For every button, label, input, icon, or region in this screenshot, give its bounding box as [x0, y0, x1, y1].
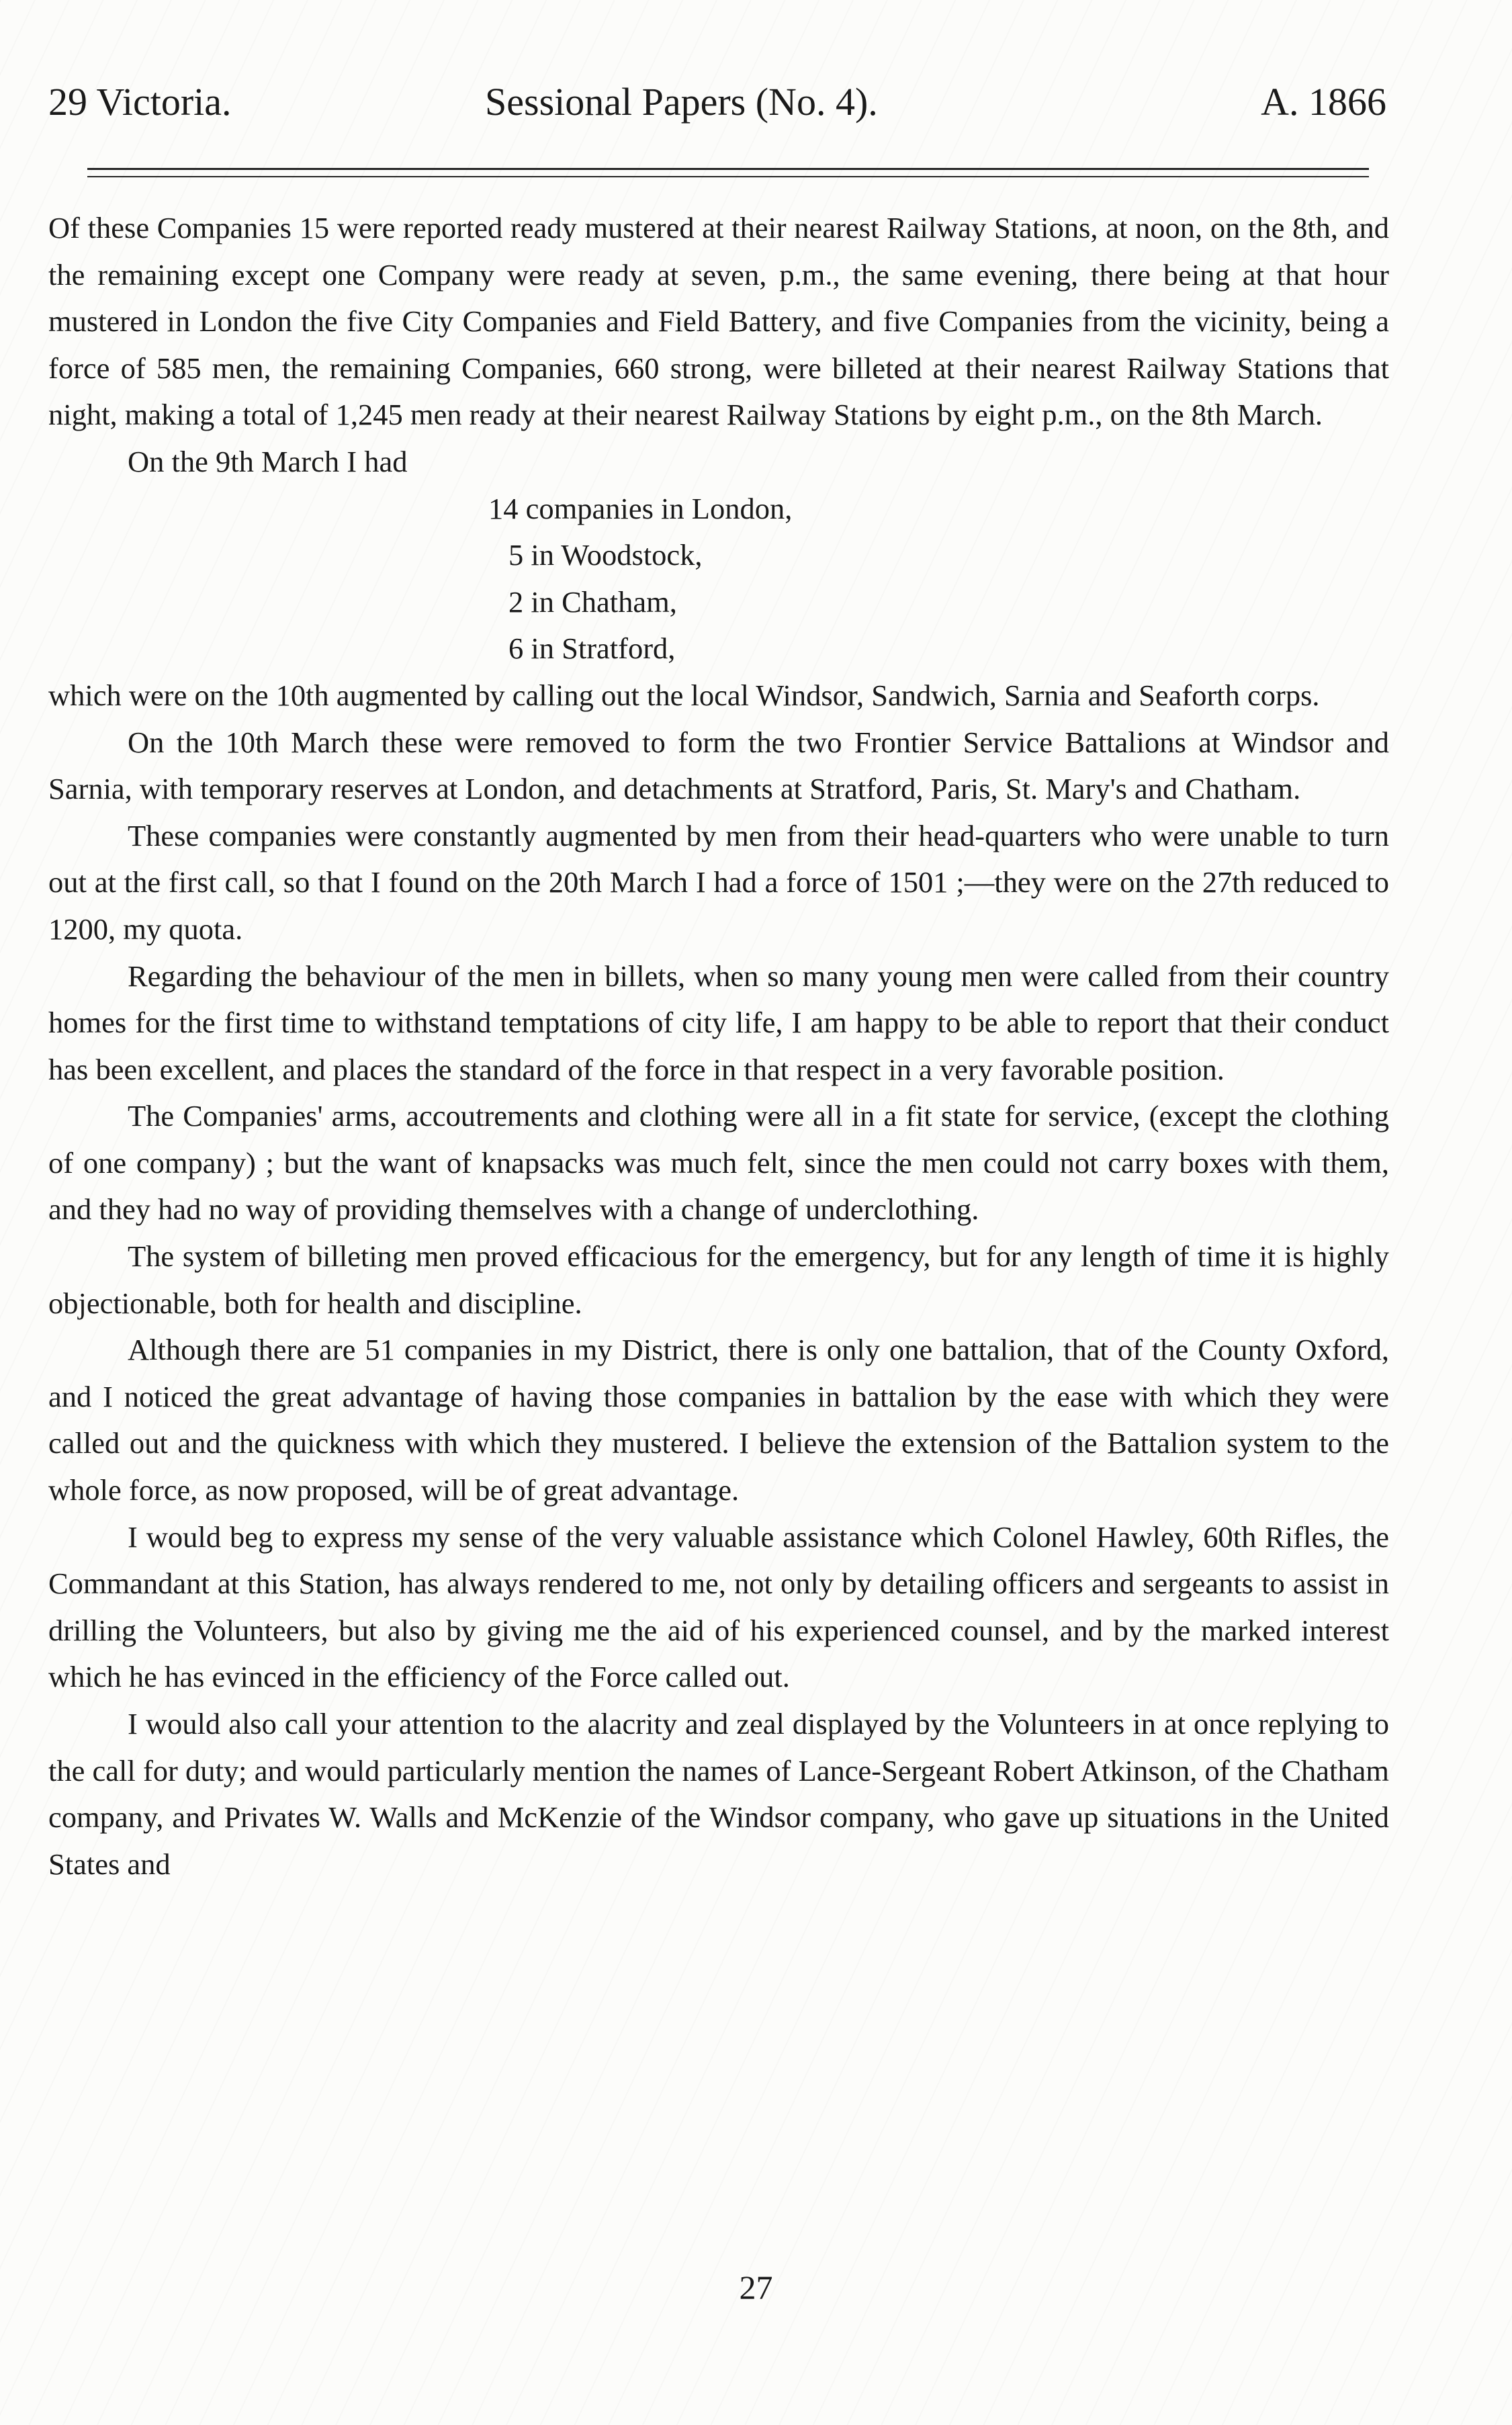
- list-item: 14 companies in London,: [488, 491, 793, 525]
- list-item: 6 in Stratford,: [508, 631, 676, 666]
- paragraph: which were on the 10th augmented by calling out the local Windsor, Sandwich, Sarnia and Seaforth corps.: [48, 678, 1320, 712]
- paragraph: Of these Companies 15 were reported ready mustered at their nearest Railway Stations, at noon, on the 8th, and the remaining except one Company were ready at seven, p.m., the same evening, there being at that hour mustered in London the five City Companies and Field Battery, and five Companies from the vicinity, being a force of 585 men, the remaining Companies, 660 strong, were billeted at their nearest Railway Stations that night, making a total of 1,245 men ready at their nearest Railway Stations by eight p.m., on the 8th March.: [48, 211, 1389, 432]
- header-rule-bottom: [87, 176, 1369, 177]
- paragraph: The system of billeting men proved efficacious for the emergency, but for any length of time it is highly objectionable, both for health and discipline.: [48, 1239, 1389, 1320]
- list-item: 2 in Chatham,: [508, 584, 677, 619]
- paragraph: I would beg to express my sense of the very valuable assistance which Colonel Hawley, 60th Rifles, the Commandant at this Station, has always rendered to me, not only by detailing officers and sergeants to assist in drilling the Volunteers, but also by giving me the aid of his experienced counsel, and by the marked interest which he has evinced in the efficiency of the Force called out.: [48, 1519, 1389, 1694]
- paragraph: The Companies' arms, accoutrements and clothing were all in a fit state for service, (except the clothing of one company) ; but the want of knapsacks was much felt, since the men could not carry boxes with them, and they had no way of providing themselves with a change of underclothing.: [48, 1099, 1389, 1227]
- header-year: A. 1866: [1261, 80, 1386, 124]
- paragraph: Regarding the behaviour of the men in billets, when so many young men were called from their country homes for the first time to withstand temptations of city life, I am happy to be able to report that their conduct has been excellent, and places the standard of the force in that respect in a very favorable position.: [48, 959, 1389, 1086]
- list-item: 5 in Woodstock,: [508, 538, 703, 572]
- document-body: [48, 205, 1389, 1888]
- paragraph: I would also call your attention to the alacrity and zeal displayed by the Volunteers in at once replying to the call for duty; and would particularly mention the names of Lance-Sergeant Robert Atkinson, of the Chatham company, and Privates W. Walls and McKenzie of the Windsor company, who gave up situations in the United States and: [48, 1707, 1389, 1881]
- header-rule-top: [87, 168, 1369, 170]
- paragraph: On the 9th March I had: [128, 444, 408, 478]
- running-header: [48, 79, 1386, 140]
- header-title: Sessional Papers (No. 4).: [485, 80, 878, 124]
- paragraph: Although there are 51 companies in my District, there is only one battalion, that of the County Oxford, and I noticed the great advantage of having those companies in battalion by the ease with which they were called out and the quickness with which they mustered. I believe the extension of the Battalion system to the whole force, as now proposed, will be of great advantage.: [48, 1333, 1389, 1507]
- page-number: 27: [739, 2268, 773, 2306]
- company-list: [48, 486, 1389, 672]
- paragraph: These companies were constantly augmented by men from their head-quarters who were unable to turn out at the first call, so that I found on the 20th March I had a force of 1501 ;—they were on the 27th reduced to 1200, my quota.: [48, 818, 1389, 946]
- header-volume: 29 Victoria.: [48, 80, 232, 124]
- paragraph: On the 10th March these were removed to form the two Frontier Service Battalions at Windsor and Sarnia, with temporary reserves at London, and detachments at Stratford, Paris, St. Mary's and Chatham.: [48, 725, 1389, 806]
